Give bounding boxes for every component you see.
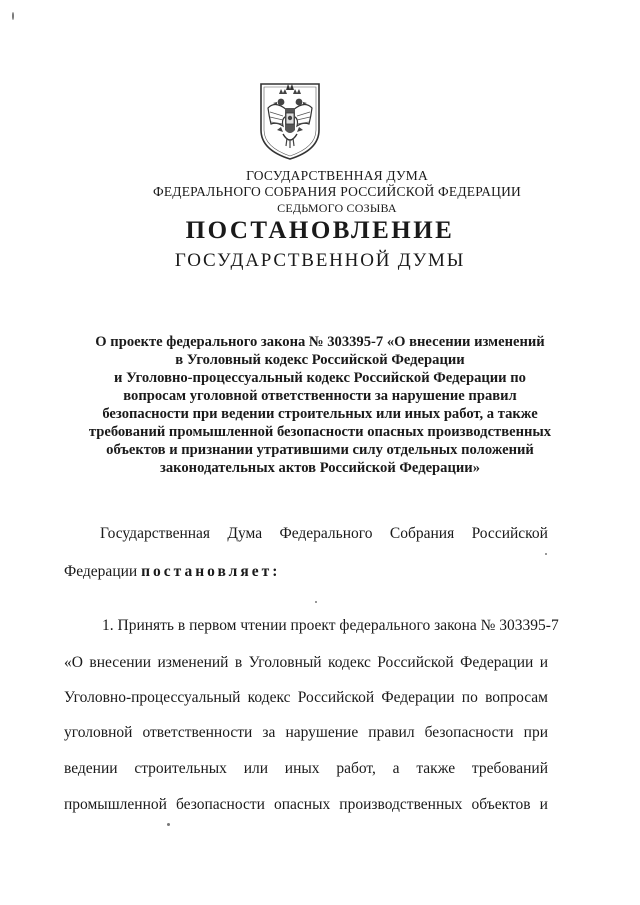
body-word: за: [262, 724, 276, 741]
body-word: внесении: [89, 654, 152, 671]
body-word: Собрания: [389, 525, 455, 542]
body-word: уголовной: [64, 724, 133, 741]
scan-speck: [545, 553, 547, 555]
resolution-intro-line-1: [100, 525, 548, 543]
bill-title-line: законодательных актов Российской Федерации»: [160, 460, 480, 476]
body-word: в: [234, 654, 243, 671]
body-word: изменений: [157, 654, 229, 671]
scan-speck: [12, 12, 14, 20]
body-word: Российской: [471, 525, 548, 542]
body-word: Российской: [377, 654, 454, 671]
body-word: также: [416, 760, 456, 777]
bill-title-line: в Уголовный кодекс Российской Федерации: [175, 352, 465, 368]
duma-header-line-1: ГОСУДАРСТВЕННАЯ ДУМА: [246, 168, 428, 183]
body-word: вопросам: [485, 689, 548, 706]
body-word: и: [539, 796, 548, 813]
bill-title-line: требований промышленной безопасности опасных производственных: [88, 424, 552, 440]
body-word: промышленной: [64, 796, 167, 813]
coat-of-arms-emblem: [257, 80, 323, 162]
body-word: безопасности: [424, 724, 514, 741]
body-word: а: [392, 760, 400, 777]
body-word: объектов: [471, 796, 531, 813]
body-word: Уголовно-процессуальный: [64, 689, 241, 706]
item-1-line-2: [64, 654, 548, 672]
body-word: ответственности: [142, 724, 253, 741]
body-word: нарушение: [285, 724, 359, 741]
scan-speck: [315, 601, 317, 603]
body-word: Государственная: [100, 525, 211, 542]
convocation-line: СЕДЬМОГО СОЗЫВА: [277, 201, 397, 215]
bill-title-line: О проекте федерального закона № 303395-7 «О внесении изменений: [95, 334, 545, 350]
bill-title-line: объектов и признании утратившими силу отдельных положений: [106, 442, 534, 458]
item-1-line-6: [64, 796, 548, 814]
body-word: Федерального: [279, 525, 373, 542]
body-word: Федерации: [460, 654, 534, 671]
body-word: требований: [471, 760, 548, 777]
body-word: Российской: [297, 689, 375, 706]
body-word: ведении: [64, 760, 118, 777]
body-word: Уголовный: [248, 654, 322, 671]
body-word: или: [243, 760, 269, 777]
item-1-line-1: 1. Принять в первом чтении проект федерального закона № 303395-7: [102, 617, 559, 634]
item-1-line-5: [64, 760, 548, 778]
body-word: и: [539, 654, 548, 671]
body-word: безопасности: [175, 796, 265, 813]
body-word: иных: [284, 760, 320, 777]
bill-title-line: и Уголовно-процессуальный кодекс Российской Федерации по: [114, 370, 526, 386]
body-word: работ,: [336, 760, 376, 777]
bill-title: [64, 333, 576, 477]
body-word: по: [461, 689, 478, 706]
item-1-line-4: [64, 724, 548, 742]
body-text: Федерации: [64, 563, 142, 580]
resolution-intro-line-2: [64, 563, 548, 581]
body-word: кодекс: [328, 654, 371, 671]
bill-title-line: вопросам уголовной ответственности за нарушение правил: [123, 388, 517, 404]
body-word: строительных: [134, 760, 227, 777]
body-word: при: [523, 724, 548, 741]
body-word: «О: [64, 654, 83, 671]
resolves-keyword: постановляет:: [141, 563, 281, 580]
item-1-line-3: [64, 689, 548, 707]
body-word: опасных: [273, 796, 331, 813]
body-word: Федерации: [381, 689, 455, 706]
body-word: правил: [368, 724, 415, 741]
body-word: кодекс: [247, 689, 291, 706]
body-word: производственных: [339, 796, 463, 813]
scan-speck: [167, 823, 170, 826]
duma-header-line-2: ФЕДЕРАЛЬНОГО СОБРАНИЯ РОССИЙСКОЙ ФЕДЕРАЦИИ: [153, 184, 521, 199]
document-title: ПОСТАНОВЛЕНИЕ: [185, 217, 455, 244]
bill-title-line: безопасности при ведении строительных или иных работ, а также: [102, 406, 538, 422]
body-word: Дума: [227, 525, 263, 542]
document-subtitle: ГОСУДАРСТВЕННОЙ ДУМЫ: [174, 250, 466, 271]
